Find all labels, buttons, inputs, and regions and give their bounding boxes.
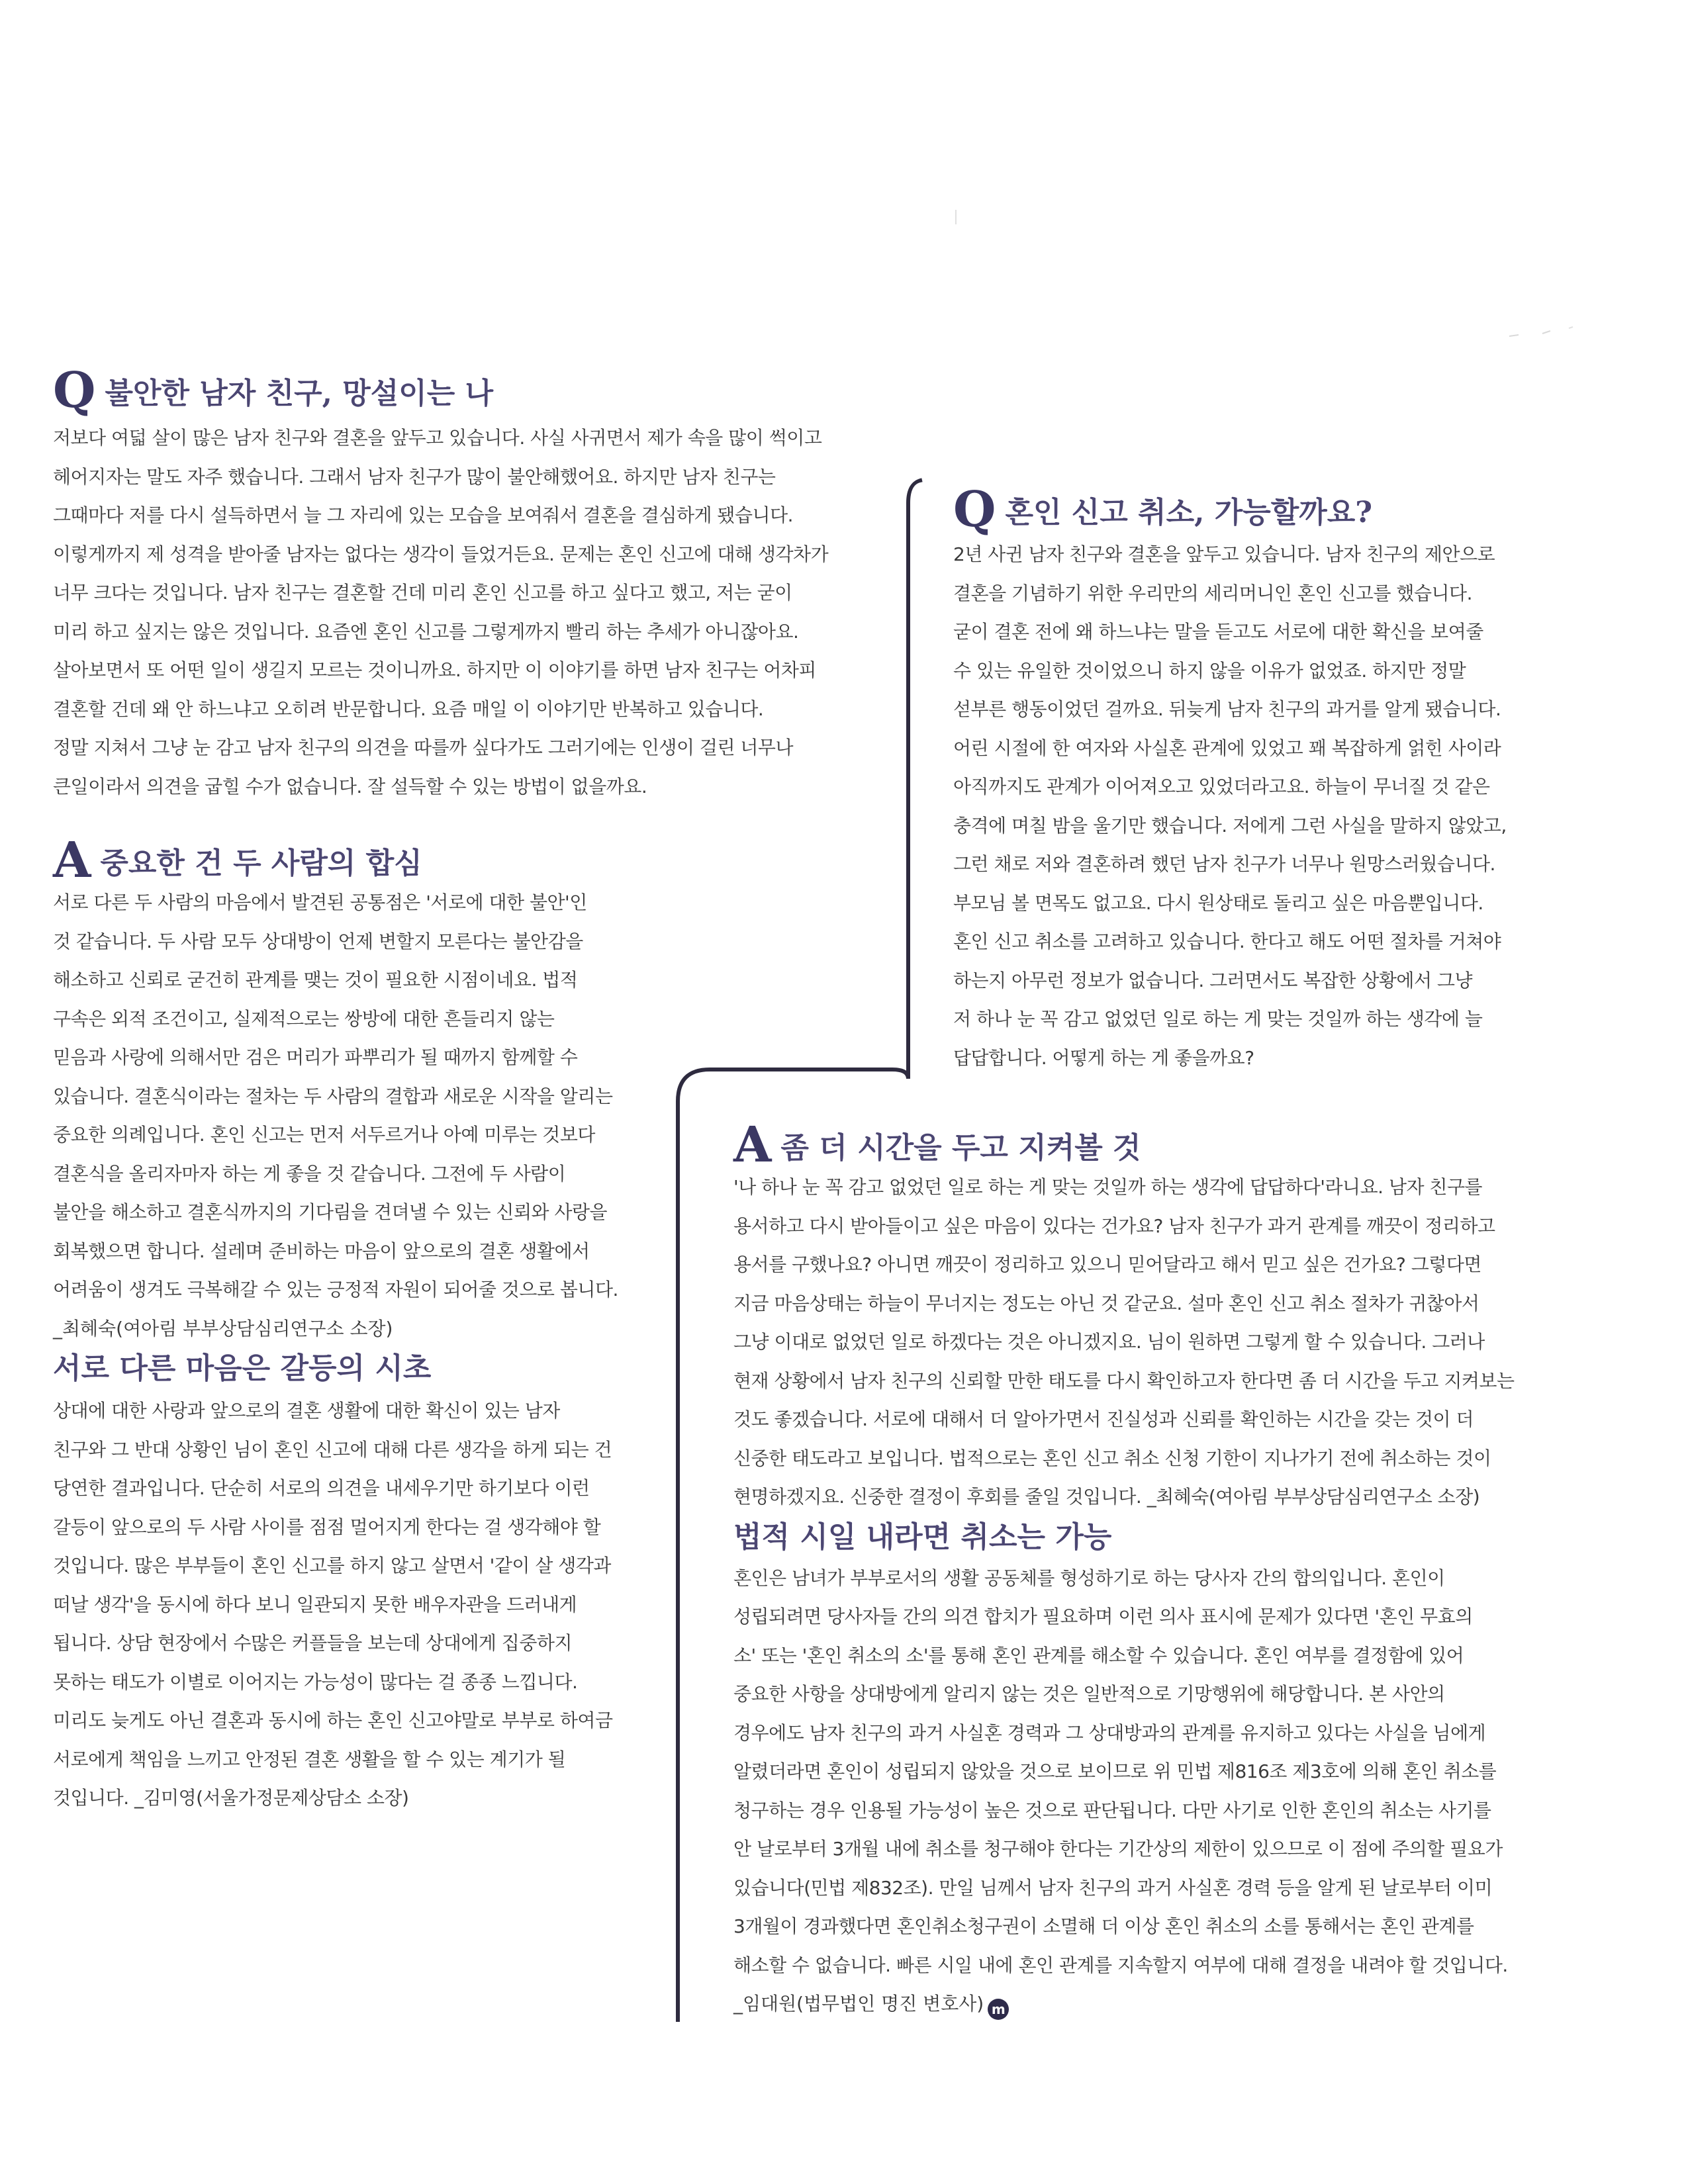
scan-speck-small xyxy=(953,208,960,228)
text-line: 충격에 며칠 밤을 울기만 했습니다. 저에게 그런 사실을 말하지 않았고, xyxy=(953,814,1507,837)
text-line: 굳이 결혼 전에 왜 하느냐는 말을 듣고도 서로에 대한 확신을 보여줄 xyxy=(953,621,1483,643)
scan-specks xyxy=(1489,304,1622,344)
text-line: '나 하나 눈 꼭 감고 없었던 일로 하는 게 맞는 것일까 하는 생각에 답답하다'라니요. 남자 친구를 xyxy=(733,1176,1483,1198)
text-line: 해소하고 신뢰로 굳건히 관계를 맺는 것이 필요한 시점이네요. 법적 xyxy=(53,969,578,991)
answer-1-subheading: 서로 다른 마음은 갈등의 시초 xyxy=(53,1351,432,1385)
answer-2-heading xyxy=(733,1116,1620,1173)
answer-1-body xyxy=(53,884,662,1310)
text-line: 아직까지도 관계가 이어져오고 있었더라고요. 하늘이 무너질 것 같은 xyxy=(953,776,1490,797)
question-1-body xyxy=(53,419,874,806)
text-line: 것도 좋겠습니다. 서로에 대해서 더 알아가면서 진실성과 신뢰를 확인하는 시간을 갖는 것이 더 xyxy=(733,1408,1474,1430)
text-line: 것입니다. _김미영(서울가정문제상담소 소장) xyxy=(53,1787,409,1809)
text-line: 미리 하고 싶지는 않은 것입니다. 요즘엔 혼인 신고를 그렇게까지 빨리 하는 추세가 아니잖아요. xyxy=(53,620,799,643)
text-line: 중요한 의례입니다. 혼인 신고는 먼저 서두르거나 아예 미루는 것보다 xyxy=(53,1124,595,1146)
text-line: 정말 지쳐서 그냥 눈 감고 남자 친구의 의견을 따를까 싶다가도 그러기에는 인생이 걸린 너무나 xyxy=(53,737,794,758)
text-line: 그냥 이대로 없었던 일로 하겠다는 것은 아니겠지요. 님이 원하면 그렇게 할 수 있습니다. 그러나 xyxy=(733,1331,1485,1353)
text-line: 섣부른 행동이었던 걸까요. 뒤늦게 남자 친구의 과거를 알게 됐습니다. xyxy=(953,698,1501,720)
answer-2-subheading: 법적 시일 내라면 취소는 가능 xyxy=(733,1520,1112,1554)
answer-2-signature: _임대원(법무법인 명진 변호사) xyxy=(733,1993,984,2015)
text-line: 성립되려면 당사자들 간의 의견 합치가 필요하며 이런 의사 표시에 문제가 있다면 '혼인 무효의 xyxy=(733,1606,1473,1627)
text-line: 것입니다. 많은 부부들이 혼인 신고를 하지 않고 살면서 '같이 살 생각과 xyxy=(53,1555,611,1576)
text-line: 그때마다 저를 다시 설득하면서 늘 그 자리에 있는 모습을 보여줘서 결혼을 결심하게 됐습니다. xyxy=(53,504,794,526)
text-line: 알렸더라면 혼인이 성립되지 않았을 것으로 보이므로 위 민법 제816조 제3호에 의해 혼인 취소를 xyxy=(733,1760,1497,1782)
text-line: 청구하는 경우 인용될 가능성이 높은 것으로 판단됩니다. 다만 사기로 인한 혼인의 취소는 사기를 xyxy=(733,1799,1491,1821)
text-line: 답답합니다. 어떻게 하는 게 좋을까요? xyxy=(953,1046,1254,1069)
text-line: 결혼식을 올리자마자 하는 게 좋을 것 같습니다. 그전에 두 사람이 xyxy=(53,1162,566,1185)
text-line: 그런 채로 저와 결혼하려 했던 남자 친구가 너무나 원망스러웠습니다. xyxy=(953,853,1495,875)
a-letter: A xyxy=(53,832,91,889)
text-line: 갈등이 앞으로의 두 사람 사이를 점점 멀어지게 한다는 걸 생각해야 할 xyxy=(53,1516,601,1538)
answer-1-heading xyxy=(53,832,662,889)
answer-2-signature-line xyxy=(733,1985,1620,2024)
text-line: 저보다 여덟 살이 많은 남자 친구와 결혼을 앞두고 있습니다. 사실 사귀면서 제가 속을 많이 썩이고 xyxy=(53,427,822,449)
answer-1-sub-body xyxy=(53,1392,662,1818)
text-line: 떠날 생각'을 동시에 하다 보니 일관되지 못한 배우자관을 드러내게 xyxy=(53,1593,577,1615)
answer-2-title: 좀 더 시간을 두고 지켜볼 것 xyxy=(780,1131,1141,1165)
answer-2 xyxy=(733,1116,1620,2024)
text-line: 용서하고 다시 받아들이고 싶은 마음이 있다는 건가요? 남자 친구가 과거 관계를 깨끗이 정리하고 xyxy=(733,1214,1495,1237)
text-line: 저 하나 눈 꼭 감고 없었던 일로 하는 게 맞는 것일까 하는 생각에 늘 xyxy=(953,1008,1483,1030)
answer-1-signature: _최혜숙(여아림 부부상담심리연구소 소장) xyxy=(53,1317,393,1340)
text-line: 결혼할 건데 왜 안 하느냐고 오히려 반문합니다. 요즘 매일 이 이야기만 반복하고 있습니다. xyxy=(53,698,764,720)
text-line: 경우에도 남자 친구의 과거 사실혼 경력과 그 상대방과의 관계를 유지하고 있다는 사실을 님에게 xyxy=(733,1721,1486,1744)
text-line: 신중한 태도라고 보입니다. 법적으로는 혼인 신고 취소 신청 기한이 지나가기 전에 취소하는 것이 xyxy=(733,1447,1491,1469)
question-2-title: 혼인 신고 취소, 가능할까요? xyxy=(1005,496,1373,529)
text-line: 2년 사귄 남자 친구와 결혼을 앞두고 있습니다. 남자 친구의 제안으로 xyxy=(953,543,1495,565)
text-line: 큰일이라서 의견을 굽힐 수가 없습니다. 잘 설득할 수 있는 방법이 없을까요. xyxy=(53,775,647,797)
text-line: 상대에 대한 사랑과 앞으로의 결혼 생활에 대한 확신이 있는 남자 xyxy=(53,1400,560,1422)
text-line: 용서를 구했나요? 아니면 깨끗이 정리하고 있으니 믿어달라고 해서 믿고 싶은 건가요? 그렇다면 xyxy=(733,1253,1481,1275)
text-line: 못하는 태도가 이별로 이어지는 가능성이 많다는 걸 종종 느낍니다. xyxy=(53,1670,578,1693)
text-line: 이렇게까지 제 성격을 받아줄 남자는 없다는 생각이 들었거든요. 문제는 혼인 신고에 대해 생각차가 xyxy=(53,543,829,565)
text-line: 수 있는 유일한 것이었으니 하지 않을 이유가 없었죠. 하지만 정말 xyxy=(953,659,1466,682)
text-line: 미리도 늦게도 아닌 결혼과 동시에 하는 혼인 신고야말로 부부로 하여금 xyxy=(53,1709,613,1731)
question-2 xyxy=(953,481,1615,1077)
text-line: 3개월이 경과했다면 혼인취소청구권이 소멸해 더 이상 혼인 취소의 소를 통해서는 혼인 관계를 xyxy=(733,1915,1474,1937)
text-line: 소' 또는 '혼인 취소의 소'를 통해 혼인 관계를 해소할 수 있습니다. 혼인 여부를 결정함에 있어 xyxy=(733,1644,1464,1666)
text-line: 중요한 사항을 상대방에게 알리지 않는 것은 일반적으로 기망행위에 해당합니다. 본 사안의 xyxy=(733,1683,1445,1705)
text-line: 결혼을 기념하기 위한 우리만의 세리머니인 혼인 신고를 했습니다. xyxy=(953,582,1473,604)
text-line: 것 같습니다. 두 사람 모두 상대방이 언제 변할지 모른다는 불안감을 xyxy=(53,930,583,952)
text-line: 있습니다(민법 제832조). 만일 님께서 남자 친구의 과거 사실혼 경력 등을 알게 된 날로부터 이미 xyxy=(733,1876,1493,1899)
text-line: 있습니다. 결혼식이라는 절차는 두 사람의 결합과 새로운 시작을 알리는 xyxy=(53,1085,613,1107)
q-letter: Q xyxy=(953,481,996,538)
text-line: 혼인은 남녀가 부부로서의 생활 공동체를 형성하기로 하는 당사자 간의 합의입니다. 혼인이 xyxy=(733,1567,1445,1589)
text-line: 당연한 결과입니다. 단순히 서로의 의견을 내세우기만 하기보다 이런 xyxy=(53,1477,590,1499)
question-1-heading xyxy=(53,362,874,419)
answer-1 xyxy=(53,832,662,1818)
text-line: 하는지 아무런 정보가 없습니다. 그러면서도 복잡한 상황에서 그냥 xyxy=(953,969,1473,991)
text-line: 믿음과 사랑에 의해서만 검은 머리가 파뿌리가 될 때까지 함께할 수 xyxy=(53,1046,578,1068)
text-line: 구속은 외적 조건이고, 실제적으로는 쌍방에 대한 흔들리지 않는 xyxy=(53,1007,555,1030)
text-line: 살아보면서 또 어떤 일이 생길지 모르는 것이니까요. 하지만 이 이야기를 하면 남자 친구는 어차피 xyxy=(53,659,816,681)
answer-2-body xyxy=(733,1168,1620,1517)
text-line: 현재 상황에서 남자 친구의 신뢰할 만한 태도를 다시 확인하고자 한다면 좀 더 시간을 두고 지켜보는 xyxy=(733,1369,1515,1392)
text-line: 서로에게 책임을 느끼고 안정된 결혼 생활을 할 수 있는 계기가 될 xyxy=(53,1748,566,1770)
question-2-body xyxy=(953,535,1615,1077)
question-1 xyxy=(53,362,874,806)
question-2-heading xyxy=(953,481,1615,538)
answer-2-sub-body xyxy=(733,1559,1620,1985)
text-line: 회복했으면 합니다. 설레며 준비하는 마음이 앞으로의 결혼 생활에서 xyxy=(53,1240,590,1262)
text-line: 혼인 신고 취소를 고려하고 있습니다. 한다고 해도 어떤 절차를 거쳐야 xyxy=(953,931,1501,952)
magazine-end-mark-icon: m xyxy=(988,1999,1009,2020)
text-line: 해소할 수 없습니다. 빠른 시일 내에 혼인 관계를 지속할지 여부에 대해 결정을 내려야 할 것입니다. xyxy=(733,1954,1508,1976)
text-line: 부모님 볼 면목도 없고요. 다시 원상태로 돌리고 싶은 마음뿐입니다. xyxy=(953,891,1483,914)
a-letter: A xyxy=(733,1116,772,1173)
text-line: 너무 크다는 것입니다. 남자 친구는 결혼할 건데 미리 혼인 신고를 하고 싶다고 했고, 저는 굳이 xyxy=(53,582,792,604)
text-line: 어려움이 생겨도 극복해갈 수 있는 긍정적 자원이 되어줄 것으로 봅니다. xyxy=(53,1279,618,1300)
text-line: 서로 다른 두 사람의 마음에서 발견된 공통점은 '서로에 대한 불안'인 xyxy=(53,891,587,913)
answer-1-title: 중요한 건 두 사람의 합심 xyxy=(100,846,422,880)
text-line: 친구와 그 반대 상황인 님이 혼인 신고에 대해 다른 생각을 하게 되는 건 xyxy=(53,1438,612,1461)
text-line: 어린 시절에 한 여자와 사실혼 관계에 있었고 꽤 복잡하게 얽힌 사이라 xyxy=(953,737,1501,759)
text-line: 현명하겠지요. 신중한 결정이 후회를 줄일 것입니다. _최혜숙(여아림 부부상담심리연구소 소장) xyxy=(733,1486,1480,1508)
text-line: 안 날로부터 3개월 내에 취소를 청구해야 한다는 기간상의 제한이 있으므로 이 점에 주의할 필요가 xyxy=(733,1838,1503,1860)
q-letter: Q xyxy=(53,362,96,419)
text-line: 불안을 해소하고 결혼식까지의 기다림을 견뎌낼 수 있는 신뢰와 사랑을 xyxy=(53,1201,608,1223)
text-line: 지금 마음상태는 하늘이 무너지는 정도는 아닌 것 같군요. 설마 혼인 신고 취소 절차가 귀찮아서 xyxy=(733,1292,1479,1314)
text-line: 됩니다. 상담 현장에서 수많은 커플들을 보는데 상대에게 집중하지 xyxy=(53,1632,573,1654)
question-1-title: 불안한 남자 친구, 망설이는 나 xyxy=(105,377,494,410)
text-line: 헤어지자는 말도 자주 했습니다. 그래서 남자 친구가 많이 불안해했어요. 하지만 남자 친구는 xyxy=(53,465,776,488)
